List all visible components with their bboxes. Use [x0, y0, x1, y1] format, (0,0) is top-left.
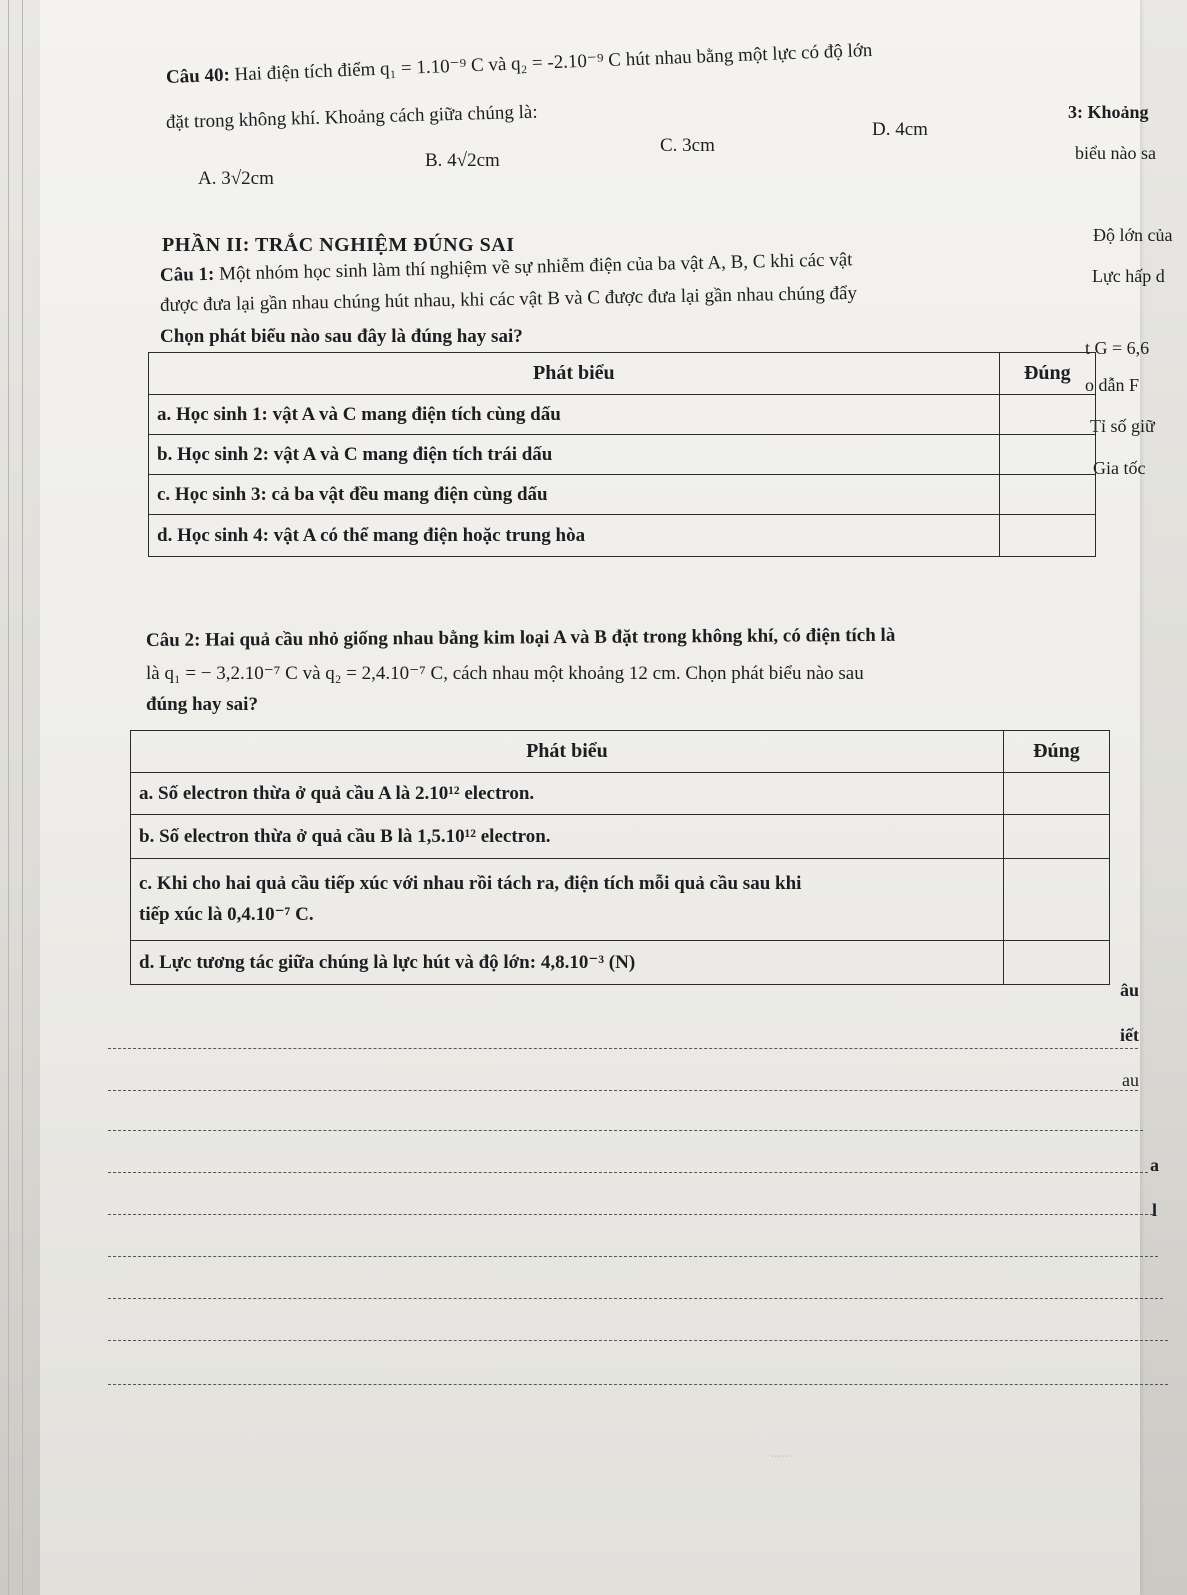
q40-line2: đặt trong không khí. Khoảng cách giữa chúng là:: [165, 101, 538, 133]
right-fragment: Tỉ số giữ: [1090, 416, 1155, 436]
table-row: [131, 815, 1110, 859]
right-fragment: o dẫn F: [1085, 375, 1139, 395]
q1-label: Câu 1:: [159, 263, 215, 286]
q40-option-b: B. 4√2cm: [425, 150, 500, 171]
q2-text1: Hai quả cầu nhỏ giống nhau bằng kim loại A và B đặt trong không khí, có điện tích là: [205, 624, 896, 651]
q40-option-c: C. 3cm: [660, 135, 715, 156]
q2-line3: đúng hay sai?: [146, 694, 258, 715]
answer-line: [108, 1256, 1158, 1257]
answer-line: [108, 1172, 1148, 1173]
col-true-header: Đúng: [1003, 731, 1109, 773]
paper-edge: [8, 0, 9, 1595]
right-fragment: Lực hấp d: [1092, 266, 1165, 286]
statement-a: a. Số electron thừa ở quả cầu A là 2.10¹² electron.: [131, 773, 1004, 815]
q1-text1: Một nhóm học sinh làm thí nghiệm về sự nhiễm điện của ba vật A, B, C khi các vật: [218, 249, 853, 285]
answer-line: [108, 1340, 1168, 1341]
statement-d: d. Học sinh 4: vật A có thể mang điện hoặc trung hòa: [149, 515, 1000, 557]
statement-c: c. Học sinh 3: cả ba vật đều mang điện cùng dấu: [149, 475, 1000, 515]
answer-cell-d[interactable]: [1003, 941, 1109, 985]
col-statement-header: Phát biểu: [131, 731, 1004, 773]
statement-d: d. Lực tương tác giữa chúng là lực hút và độ lớn: 4,8.10⁻³ (N): [131, 941, 1004, 985]
statement-c-line2: tiếp xúc là 0,4.10⁻⁷ C.: [139, 904, 314, 925]
q2-label: Câu 2:: [145, 629, 201, 651]
table-row: [131, 859, 1110, 941]
answer-line: [108, 1090, 1138, 1091]
statement-c-line1: c. Khi cho hai quả cầu tiếp xúc với nhau rồi tách ra, điện tích mỗi quả cầu sau khi: [139, 873, 802, 894]
answer-line: [108, 1130, 1143, 1131]
table-header-row: [149, 353, 1096, 395]
statement-c: [131, 859, 1004, 941]
answer-cell-c[interactable]: [1003, 859, 1109, 941]
right-fragment: iết: [1120, 1025, 1139, 1045]
answer-line: [108, 1384, 1168, 1385]
paper-edge: [22, 0, 23, 1595]
answer-cell-a[interactable]: [1003, 773, 1109, 815]
q1-table: [148, 352, 1096, 557]
answer-cell-c[interactable]: [999, 475, 1095, 515]
table-row: [131, 773, 1110, 815]
right-fragment: biểu nào sa: [1075, 143, 1156, 163]
right-fragment: Gia tốc: [1093, 458, 1146, 478]
q2-line2: là q₁ = − 3,2.10⁻⁷ C và q₂ = 2,4.10⁻⁷ C, cách nhau một khoảng 12 cm. Chọn phát biểu nào sau: [146, 663, 864, 684]
col-true-header: Đúng: [999, 353, 1095, 395]
right-fragment: âu: [1120, 980, 1140, 1000]
answer-cell-a[interactable]: [999, 395, 1095, 435]
statement-a: a. Học sinh 1: vật A và C mang điện tích cùng dấu: [149, 395, 1000, 435]
table-row: [149, 435, 1096, 475]
answer-line: [108, 1214, 1153, 1215]
q40-label: Câu 40:: [165, 64, 231, 88]
right-fragment: Độ lớn của: [1093, 225, 1173, 245]
bleed-through-text: ......: [770, 1445, 793, 1461]
table-header-row: [131, 731, 1110, 773]
q2-table: [130, 730, 1110, 985]
right-fragment: a: [1150, 1155, 1159, 1175]
section-title: PHẦN II: TRẮC NGHIỆM ĐÚNG SAI: [162, 234, 515, 256]
q1-line2: được đưa lại gần nhau chúng hút nhau, khi các vật B và C được đưa lại gần nhau chúng đẩy: [159, 282, 858, 316]
table-row: [149, 515, 1096, 557]
table-row: [149, 395, 1096, 435]
right-fragment: l: [1152, 1200, 1158, 1220]
answer-line: [108, 1298, 1163, 1299]
answer-cell-b[interactable]: [1003, 815, 1109, 859]
answer-cell-d[interactable]: [999, 515, 1095, 557]
right-fragment: au: [1122, 1070, 1139, 1090]
answer-cell-b[interactable]: [999, 435, 1095, 475]
statement-b: b. Số electron thừa ở quả cầu B là 1,5.10¹² electron.: [131, 815, 1004, 859]
table-row: [131, 941, 1110, 985]
right-fragment: t G = 6,6: [1085, 338, 1150, 358]
statement-b: b. Học sinh 2: vật A và C mang điện tích trái dấu: [149, 435, 1000, 475]
table-row: [149, 475, 1096, 515]
q40-text1: Hai điện tích điểm q₁ = 1.10⁻⁹ C và q₂ = -2.10⁻⁹ C hút nhau bằng một lực có độ lớn: [234, 39, 873, 86]
q1-line3: Chọn phát biểu nào sau đây là đúng hay sai?: [160, 326, 523, 347]
right-fragment: 3: Khoảng: [1068, 102, 1149, 122]
q40-option-a: A. 3√2cm: [198, 168, 274, 189]
q40-option-d: D. 4cm: [872, 119, 928, 140]
col-statement-header: Phát biểu: [149, 353, 1000, 395]
answer-line: [108, 1048, 1138, 1049]
